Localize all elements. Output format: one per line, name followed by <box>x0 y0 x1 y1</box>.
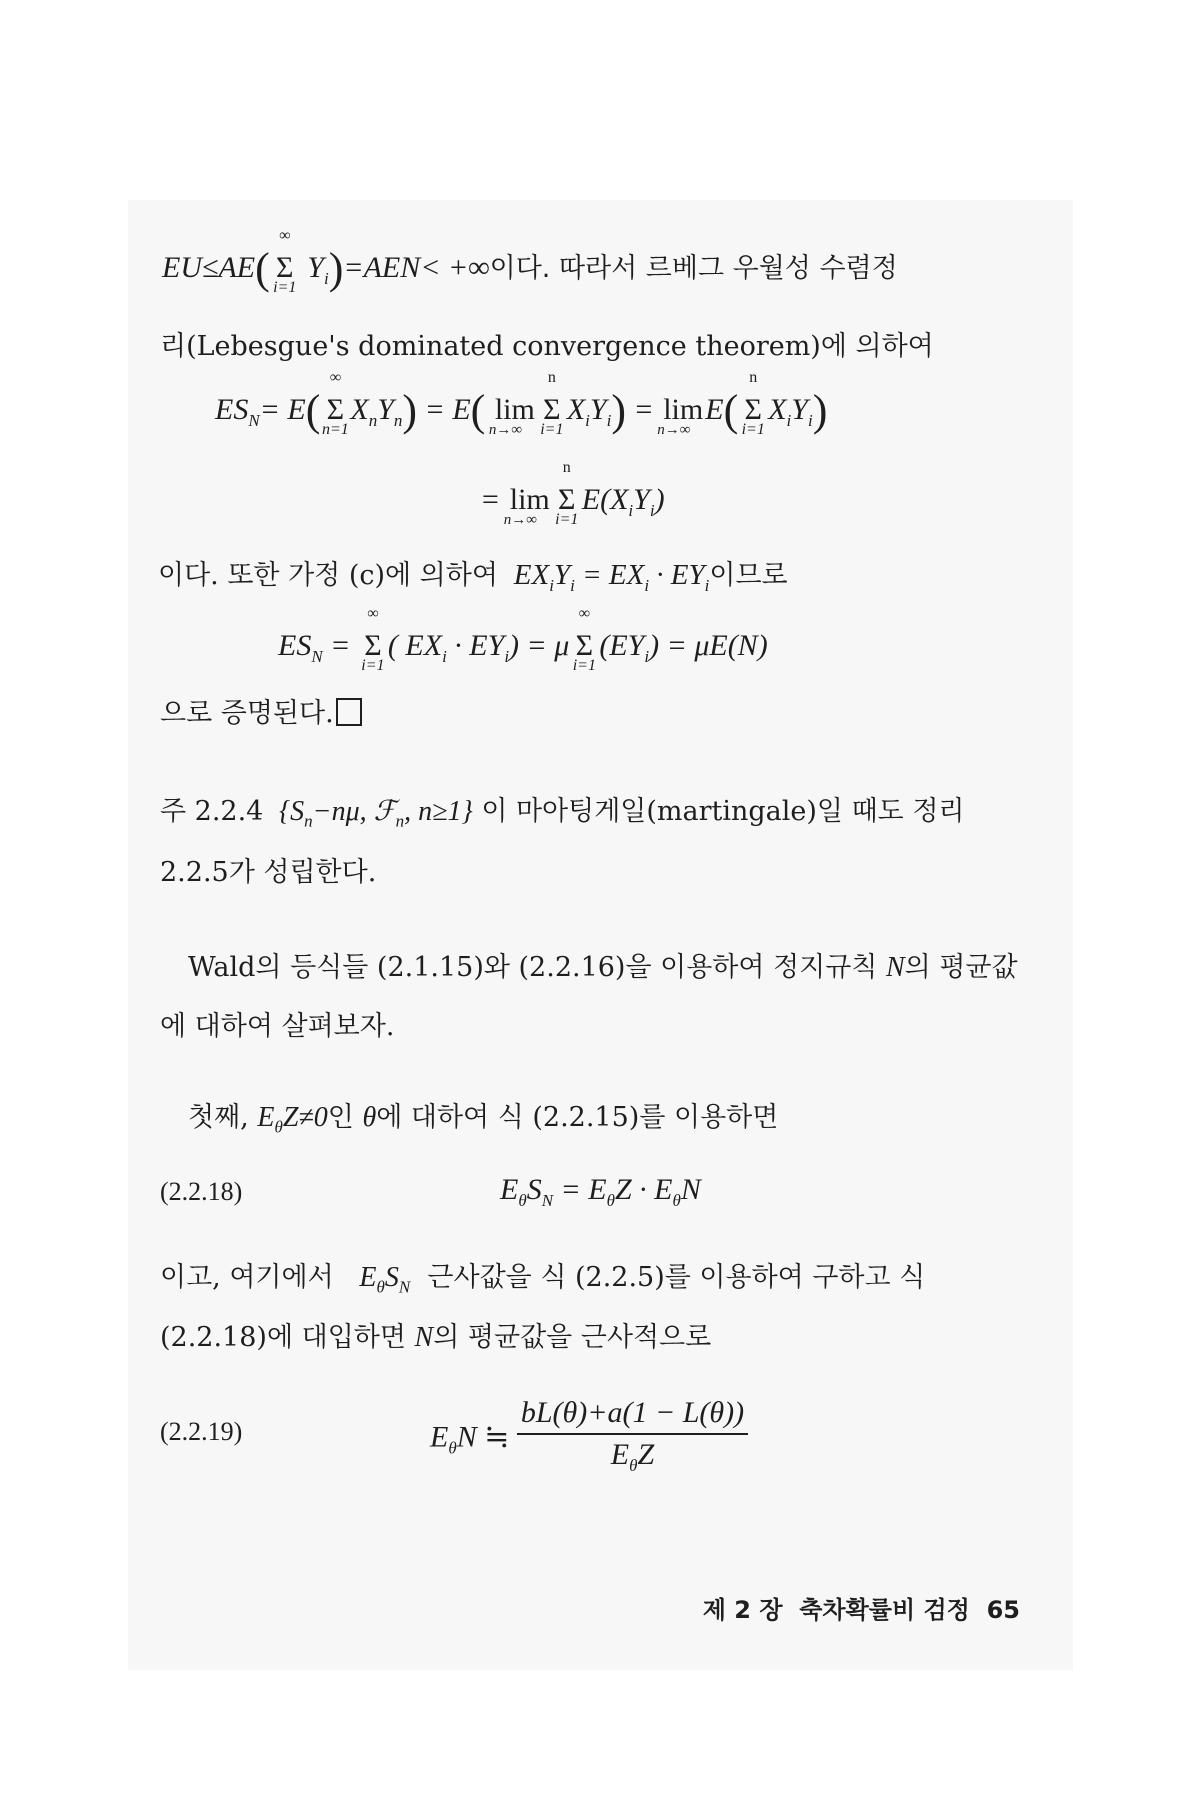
after18-line2 <box>160 1320 711 1356</box>
eq-label-2-2-19: (2.2.19) <box>160 1417 243 1446</box>
after18-esn: $E_\theta S_N$ <box>359 1262 411 1297</box>
para1-line2: 리(Lebesgue's dominated convergence theorem)에 의하여 <box>160 331 934 362</box>
para2-independence-formula: $EX_iY_i = EX_i \cdot EY_i$ <box>506 559 710 595</box>
note-label: 주 2.2.4 <box>160 796 264 827</box>
equation-wald-identity: $ES_N$ = ∞ Σ i=1 ( $EX_i \cdot EY_i) = \mu$ ∞ Σ i=1 $(EY_i) = \mu E(N)$ <box>278 605 768 674</box>
para2-text: 이다. 또한 가정 (c)에 의하여 <box>158 560 498 591</box>
first-end: 에 대하여 식 (2.2.15)를 이용하면 <box>376 1102 779 1133</box>
first-start: 첫째, <box>188 1102 249 1133</box>
page-footer <box>703 1590 1020 1625</box>
equation-2-2-18: $E_\theta S_N = E_\theta Z \cdot E_\theta N$ <box>500 1173 701 1210</box>
first-line <box>188 1100 778 1146</box>
after18-n-symbol: N <box>414 1322 434 1353</box>
para3-line <box>160 697 362 731</box>
qed-box-icon <box>336 698 362 726</box>
footer-chapter: 제 2 장 <box>702 1596 783 1624</box>
first-theta: θ <box>362 1102 377 1133</box>
equation-2-2-19: $E_\theta N$ ≒ $\frac{bL(\theta)+a(1 - L(\theta))}{E_\theta Z}$ <box>430 1395 748 1484</box>
note-martingale-set: {$S_n-n\mu$, ℱ$_n$, n≥1} <box>271 796 473 831</box>
para2-line <box>158 557 788 604</box>
para1-text-end: 이다. 따라서 르베그 우월성 수렴정 <box>489 253 898 284</box>
after18-text1a: 이고, 여기에서 <box>160 1262 334 1293</box>
wald-n-symbol: N <box>885 952 905 983</box>
first-mid: 인 <box>327 1102 354 1133</box>
para3-text: 으로 증명된다. <box>160 698 334 729</box>
equation-eu-bound: EU≤AE( ∞ Σ i=1 $Y_i)=AEN<$ +∞이다. 따라서 르베그 우월성 수렴정 <box>162 227 898 296</box>
wald-text1b: 의 평균값 <box>904 952 1018 983</box>
after18-text2b: 의 평균값을 근사적으로 <box>433 1322 712 1353</box>
wald-line2: 에 대하여 살펴보자. <box>160 1011 395 1042</box>
wald-line1 <box>188 950 1018 986</box>
equation-2-2-19-fraction: $\frac{bL(\theta)+a(1 - L(\theta))}{E_\theta Z}$ <box>517 1395 748 1484</box>
footer-page-number: 65 <box>986 1596 1020 1624</box>
after18-text2a: (2.2.18)에 대입하면 <box>160 1322 406 1353</box>
para2-suffix: 이므로 <box>709 560 788 591</box>
note-line1 <box>160 794 965 840</box>
note-line2: 2.2.5가 성립한다. <box>160 857 377 888</box>
wald-text1: Wald의 등식들 (2.1.15)와 (2.2.16)을 이용하여 정지규칙 <box>188 952 878 983</box>
equation-esn-expansion: $ES_N= E$( ∞ Σ n=1 $X_nY_n) = E$( lim n→∞ n Σ i=1 $X_iY_i) = \lim$ n→∞ E( n Σ i=1 $X_iY_i$) <box>215 369 828 438</box>
after18-line1 <box>160 1260 925 1306</box>
eq-label-2-2-18: (2.2.18) <box>160 1177 243 1206</box>
footer-title: 축차확률비 검정 <box>799 1596 970 1624</box>
after18-text1b: 근사값을 식 (2.2.5)를 이용하여 구하고 식 <box>427 1262 926 1293</box>
note-text: 이 마아팅게일(martingale)일 때도 정리 <box>481 796 965 827</box>
equation-esn-limit: = lim n→∞ n Σ i=1 $E(X_iY_i)$ <box>480 459 665 528</box>
first-condition: $E_\theta Z\ne 0$ <box>257 1102 328 1137</box>
